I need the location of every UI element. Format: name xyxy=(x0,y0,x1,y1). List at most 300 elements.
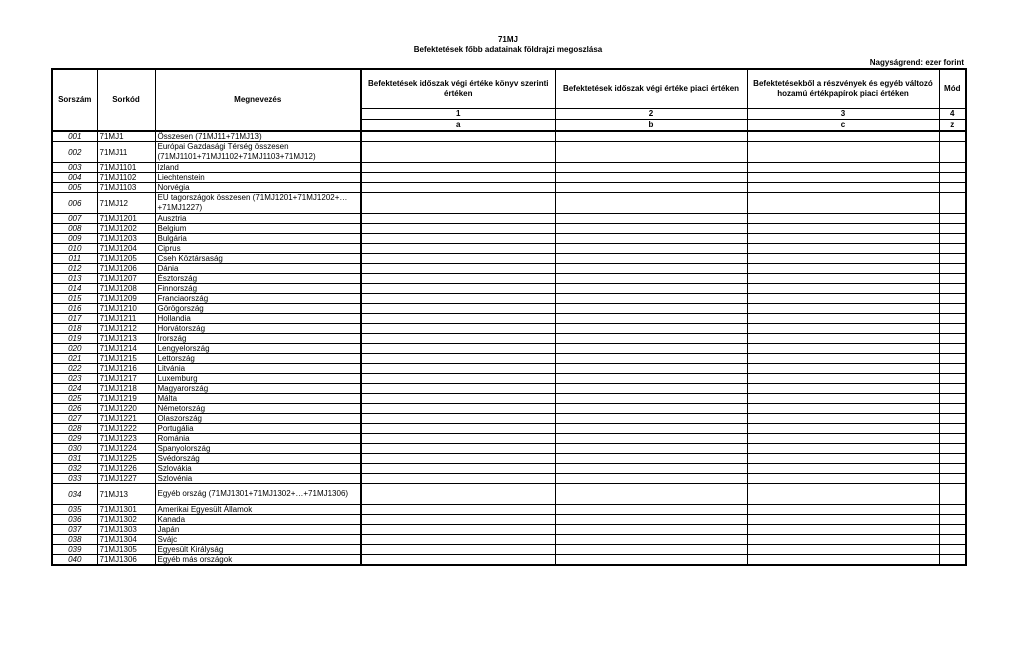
row-sorkod: 71MJ11 xyxy=(97,142,155,163)
value-cell-col2[interactable] xyxy=(555,434,747,444)
value-cell-col4[interactable] xyxy=(939,214,966,224)
row-sorkod: 71MJ1103 xyxy=(97,183,155,193)
row-sorszam: 027 xyxy=(52,414,97,424)
table-row xyxy=(52,214,966,224)
value-cell-col3[interactable] xyxy=(747,364,939,374)
value-cell-col2[interactable] xyxy=(555,224,747,234)
value-cell-col4[interactable] xyxy=(939,163,966,173)
row-sorszam: 009 xyxy=(52,234,97,244)
value-cell-col1[interactable] xyxy=(361,214,555,224)
value-cell-col2[interactable] xyxy=(555,274,747,284)
row-sorkod: 71MJ1205 xyxy=(97,254,155,264)
value-cell-col3[interactable] xyxy=(747,131,939,142)
row-sorszam: 016 xyxy=(52,304,97,314)
row-megnevezes: Lettország xyxy=(155,354,361,364)
value-cell-col4[interactable] xyxy=(939,545,966,555)
value-cell-col2[interactable] xyxy=(555,244,747,254)
row-sorkod: 71MJ1207 xyxy=(97,274,155,284)
table-row xyxy=(52,424,966,434)
value-cell-col1[interactable] xyxy=(361,374,555,384)
row-sorkod: 71MJ1301 xyxy=(97,505,155,515)
value-cell-col3[interactable] xyxy=(747,334,939,344)
value-cell-col2[interactable] xyxy=(555,284,747,294)
row-sorszam: 038 xyxy=(52,535,97,545)
value-cell-col4[interactable] xyxy=(939,294,966,304)
value-cell-col2[interactable] xyxy=(555,414,747,424)
value-cell-col1[interactable] xyxy=(361,264,555,274)
value-cell-col2[interactable] xyxy=(555,484,747,505)
row-sorszam: 039 xyxy=(52,545,97,555)
value-cell-col1[interactable] xyxy=(361,254,555,264)
value-cell-col1[interactable] xyxy=(361,474,555,484)
row-sorszam: 021 xyxy=(52,354,97,364)
value-cell-col2[interactable] xyxy=(555,173,747,183)
value-cell-col4[interactable] xyxy=(939,384,966,394)
value-cell-col1[interactable] xyxy=(361,234,555,244)
value-cell-col1[interactable] xyxy=(361,515,555,525)
row-megnevezes: Románia xyxy=(155,434,361,444)
row-sorszam: 005 xyxy=(52,183,97,193)
value-cell-col1[interactable] xyxy=(361,354,555,364)
table-row xyxy=(52,384,966,394)
header-col2: Befektetések időszak végi értéke piaci értéken xyxy=(555,69,747,109)
value-cell-col2[interactable] xyxy=(555,404,747,414)
form-code: 71MJ xyxy=(497,35,518,44)
row-megnevezes: Egyéb ország (71MJ1301+71MJ1302+…+71MJ1306) xyxy=(155,484,361,505)
value-cell-col4[interactable] xyxy=(939,193,966,214)
row-sorkod: 71MJ1226 xyxy=(97,464,155,474)
table-row xyxy=(52,254,966,264)
value-cell-col2[interactable] xyxy=(555,294,747,304)
value-cell-col1[interactable] xyxy=(361,364,555,374)
row-sorkod: 71MJ1210 xyxy=(97,304,155,314)
value-cell-col2[interactable] xyxy=(555,535,747,545)
header-col4: Mód xyxy=(939,69,966,109)
value-cell-col2[interactable] xyxy=(555,374,747,384)
row-megnevezes: Izland xyxy=(155,163,361,173)
table-row xyxy=(52,234,966,244)
value-cell-col2[interactable] xyxy=(555,555,747,566)
value-cell-col3[interactable] xyxy=(747,535,939,545)
value-cell-col3[interactable] xyxy=(747,142,939,163)
row-sorszam: 037 xyxy=(52,525,97,535)
value-cell-col4[interactable] xyxy=(939,344,966,354)
value-cell-col3[interactable] xyxy=(747,193,939,214)
value-cell-col1[interactable] xyxy=(361,334,555,344)
data-table xyxy=(51,68,967,566)
row-sorszam: 013 xyxy=(52,274,97,284)
table-row xyxy=(52,324,966,334)
value-cell-col4[interactable] xyxy=(939,464,966,474)
value-cell-col4[interactable] xyxy=(939,454,966,464)
table-row xyxy=(52,555,966,566)
value-cell-col3[interactable] xyxy=(747,254,939,264)
value-cell-col1[interactable] xyxy=(361,434,555,444)
value-cell-col3[interactable] xyxy=(747,294,939,304)
row-megnevezes: Norvégia xyxy=(155,183,361,193)
row-sorkod: 71MJ12 xyxy=(97,193,155,214)
value-cell-col1[interactable] xyxy=(361,464,555,474)
row-megnevezes: Összesen (71MJ11+71MJ13) xyxy=(155,131,361,142)
value-cell-col3[interactable] xyxy=(747,354,939,364)
value-cell-col3[interactable] xyxy=(747,264,939,274)
value-cell-col3[interactable] xyxy=(747,484,939,505)
table-row xyxy=(52,464,966,474)
header-num3: 3 xyxy=(747,109,939,120)
row-sorszam: 028 xyxy=(52,424,97,434)
row-sorkod: 71MJ1305 xyxy=(97,545,155,555)
row-sorkod: 71MJ1214 xyxy=(97,344,155,354)
value-cell-col2[interactable] xyxy=(555,304,747,314)
row-sorszam: 008 xyxy=(52,224,97,234)
row-sorkod: 71MJ1222 xyxy=(97,424,155,434)
value-cell-col3[interactable] xyxy=(747,344,939,354)
table-row xyxy=(52,354,966,364)
row-sorkod: 71MJ1204 xyxy=(97,244,155,254)
row-sorszam: 026 xyxy=(52,404,97,414)
row-sorkod: 71MJ1201 xyxy=(97,214,155,224)
value-cell-col3[interactable] xyxy=(747,545,939,555)
value-cell-col4[interactable] xyxy=(939,264,966,274)
value-cell-col2[interactable] xyxy=(555,324,747,334)
value-cell-col3[interactable] xyxy=(747,384,939,394)
header-sorkod: Sorkód xyxy=(97,69,155,131)
row-sorszam: 036 xyxy=(52,515,97,525)
value-cell-col1[interactable] xyxy=(361,424,555,434)
row-sorkod: 71MJ1216 xyxy=(97,364,155,374)
row-sorszam: 015 xyxy=(52,294,97,304)
value-cell-col1[interactable] xyxy=(361,193,555,214)
value-cell-col1[interactable] xyxy=(361,304,555,314)
row-sorszam: 023 xyxy=(52,374,97,384)
value-cell-col4[interactable] xyxy=(939,525,966,535)
row-sorkod: 71MJ1227 xyxy=(97,474,155,484)
row-sorszam: 019 xyxy=(52,334,97,344)
value-cell-col2[interactable] xyxy=(555,193,747,214)
value-cell-col1[interactable] xyxy=(361,131,555,142)
value-cell-col4[interactable] xyxy=(939,304,966,314)
value-cell-col3[interactable] xyxy=(747,214,939,224)
value-cell-col3[interactable] xyxy=(747,284,939,294)
row-sorkod: 71MJ1219 xyxy=(97,394,155,404)
value-cell-col2[interactable] xyxy=(555,264,747,274)
value-cell-col2[interactable] xyxy=(555,131,747,142)
value-cell-col2[interactable] xyxy=(555,505,747,515)
value-cell-col4[interactable] xyxy=(939,484,966,505)
row-sorszam: 030 xyxy=(52,444,97,454)
row-sorkod: 71MJ1208 xyxy=(97,284,155,294)
value-cell-col3[interactable] xyxy=(747,525,939,535)
row-sorkod: 71MJ1101 xyxy=(97,163,155,173)
value-cell-col2[interactable] xyxy=(555,444,747,454)
value-cell-col3[interactable] xyxy=(747,414,939,424)
row-megnevezes: Belgium xyxy=(155,224,361,234)
row-sorkod: 71MJ13 xyxy=(97,484,155,505)
row-sorkod: 71MJ1220 xyxy=(97,404,155,414)
table-row xyxy=(52,545,966,555)
value-cell-col4[interactable] xyxy=(939,414,966,424)
value-cell-col4[interactable] xyxy=(939,324,966,334)
row-megnevezes: Liechtenstein xyxy=(155,173,361,183)
value-cell-col4[interactable] xyxy=(939,374,966,384)
row-megnevezes: Magyarország xyxy=(155,384,361,394)
row-megnevezes: Szlovákia xyxy=(155,464,361,474)
header-num2: 2 xyxy=(555,109,747,120)
value-cell-col2[interactable] xyxy=(555,394,747,404)
value-cell-col3[interactable] xyxy=(747,234,939,244)
value-cell-col3[interactable] xyxy=(747,244,939,254)
table-row xyxy=(52,274,966,284)
table-row xyxy=(52,444,966,454)
value-cell-col3[interactable] xyxy=(747,404,939,414)
value-cell-col1[interactable] xyxy=(361,394,555,404)
value-cell-col2[interactable] xyxy=(555,183,747,193)
value-cell-col2[interactable] xyxy=(555,384,747,394)
value-cell-col4[interactable] xyxy=(939,354,966,364)
row-sorszam: 032 xyxy=(52,464,97,474)
row-sorkod: 71MJ1224 xyxy=(97,444,155,454)
value-cell-col1[interactable] xyxy=(361,183,555,193)
value-cell-col3[interactable] xyxy=(747,444,939,454)
value-cell-col1[interactable] xyxy=(361,525,555,535)
value-cell-col4[interactable] xyxy=(939,131,966,142)
value-cell-col4[interactable] xyxy=(939,364,966,374)
row-megnevezes: Portugália xyxy=(155,424,361,434)
row-sorkod: 71MJ1306 xyxy=(97,555,155,566)
value-cell-col3[interactable] xyxy=(747,394,939,404)
value-cell-col4[interactable] xyxy=(939,254,966,264)
value-cell-col2[interactable] xyxy=(555,142,747,163)
value-cell-col2[interactable] xyxy=(555,464,747,474)
value-cell-col4[interactable] xyxy=(939,434,966,444)
row-sorkod: 71MJ1304 xyxy=(97,535,155,545)
table-row xyxy=(52,344,966,354)
value-cell-col3[interactable] xyxy=(747,324,939,334)
value-cell-col4[interactable] xyxy=(939,314,966,324)
header-let3: c xyxy=(747,120,939,132)
row-megnevezes: Olaszország xyxy=(155,414,361,424)
value-cell-col4[interactable] xyxy=(939,515,966,525)
table-row xyxy=(52,394,966,404)
row-megnevezes: Európai Gazdasági Térség összesen (71MJ1101+71MJ1102+71MJ1103+71MJ12) xyxy=(155,142,361,163)
value-cell-col2[interactable] xyxy=(555,525,747,535)
row-sorszam: 031 xyxy=(52,454,97,464)
table-row xyxy=(52,334,966,344)
row-megnevezes: Kanada xyxy=(155,515,361,525)
value-cell-col3[interactable] xyxy=(747,224,939,234)
row-megnevezes: Svédország xyxy=(155,454,361,464)
row-megnevezes: Ciprus xyxy=(155,244,361,254)
row-megnevezes: Németország xyxy=(155,404,361,414)
value-cell-col1[interactable] xyxy=(361,414,555,424)
row-sorszam: 012 xyxy=(52,264,97,274)
row-sorkod: 71MJ1203 xyxy=(97,234,155,244)
row-sorszam: 022 xyxy=(52,364,97,374)
value-cell-col3[interactable] xyxy=(747,434,939,444)
value-cell-col4[interactable] xyxy=(939,404,966,414)
row-sorkod: 71MJ1206 xyxy=(97,264,155,274)
value-cell-col1[interactable] xyxy=(361,224,555,234)
form-title: Befektetések főbb adatainak földrajzi megoszlása xyxy=(413,45,603,54)
value-cell-col2[interactable] xyxy=(555,334,747,344)
value-cell-col4[interactable] xyxy=(939,244,966,254)
value-cell-col1[interactable] xyxy=(361,535,555,545)
value-cell-col4[interactable] xyxy=(939,142,966,163)
value-cell-col2[interactable] xyxy=(555,454,747,464)
value-cell-col1[interactable] xyxy=(361,294,555,304)
value-cell-col2[interactable] xyxy=(555,214,747,224)
value-cell-col1[interactable] xyxy=(361,324,555,334)
table-row xyxy=(52,404,966,414)
value-cell-col3[interactable] xyxy=(747,163,939,173)
row-sorszam: 020 xyxy=(52,344,97,354)
value-cell-col1[interactable] xyxy=(361,545,555,555)
row-sorkod: 71MJ1212 xyxy=(97,324,155,334)
value-cell-col3[interactable] xyxy=(747,314,939,324)
value-cell-col1[interactable] xyxy=(361,444,555,454)
value-cell-col1[interactable] xyxy=(361,274,555,284)
header-let2: b xyxy=(555,120,747,132)
row-sorkod: 71MJ1217 xyxy=(97,374,155,384)
row-megnevezes: Görögország xyxy=(155,304,361,314)
row-megnevezes: Finnország xyxy=(155,284,361,294)
value-cell-col2[interactable] xyxy=(555,314,747,324)
value-cell-col1[interactable] xyxy=(361,244,555,254)
row-megnevezes: Horvátország xyxy=(155,324,361,334)
unit-label: Nagyságrend: ezer forint xyxy=(869,58,964,67)
row-megnevezes: Hollandia xyxy=(155,314,361,324)
value-cell-col2[interactable] xyxy=(555,364,747,374)
table-row xyxy=(52,173,966,183)
header-let1: a xyxy=(361,120,555,132)
value-cell-col1[interactable] xyxy=(361,314,555,324)
row-sorszam: 010 xyxy=(52,244,97,254)
value-cell-col1[interactable] xyxy=(361,284,555,294)
row-sorkod: 71MJ1102 xyxy=(97,173,155,183)
table-row xyxy=(52,193,966,214)
row-megnevezes: Cseh Köztársaság xyxy=(155,254,361,264)
row-sorkod: 71MJ1302 xyxy=(97,515,155,525)
row-megnevezes: Egyéb más országok xyxy=(155,555,361,566)
header-col3: Befektetésekből a részvények és egyéb változó hozamú értékpapírok piaci értéken xyxy=(747,69,939,109)
value-cell-col4[interactable] xyxy=(939,284,966,294)
value-cell-col1[interactable] xyxy=(361,454,555,464)
value-cell-col1[interactable] xyxy=(361,163,555,173)
table-row xyxy=(52,244,966,254)
value-cell-col1[interactable] xyxy=(361,484,555,505)
table-row xyxy=(52,264,966,274)
value-cell-col2[interactable] xyxy=(555,344,747,354)
value-cell-col4[interactable] xyxy=(939,274,966,284)
value-cell-col2[interactable] xyxy=(555,354,747,364)
value-cell-col1[interactable] xyxy=(361,404,555,414)
table-row xyxy=(52,224,966,234)
value-cell-col2[interactable] xyxy=(555,515,747,525)
row-megnevezes: Amerikai Egyesült Államok xyxy=(155,505,361,515)
value-cell-col2[interactable] xyxy=(555,234,747,244)
value-cell-col4[interactable] xyxy=(939,424,966,434)
value-cell-col2[interactable] xyxy=(555,424,747,434)
row-megnevezes: Dánia xyxy=(155,264,361,274)
value-cell-col1[interactable] xyxy=(361,142,555,163)
table-row xyxy=(52,142,966,163)
value-cell-col2[interactable] xyxy=(555,254,747,264)
row-sorszam: 034 xyxy=(52,484,97,505)
row-megnevezes: Spanyolország xyxy=(155,444,361,454)
value-cell-col4[interactable] xyxy=(939,555,966,566)
table-row xyxy=(52,515,966,525)
row-sorkod: 71MJ1303 xyxy=(97,525,155,535)
row-megnevezes: Japán xyxy=(155,525,361,535)
header-megnevezes: Megnevezés xyxy=(155,69,361,131)
row-megnevezes: Litvánia xyxy=(155,364,361,374)
row-sorszam: 035 xyxy=(52,505,97,515)
value-cell-col3[interactable] xyxy=(747,555,939,566)
value-cell-col3[interactable] xyxy=(747,173,939,183)
value-cell-col4[interactable] xyxy=(939,334,966,344)
value-cell-col1[interactable] xyxy=(361,555,555,566)
value-cell-col4[interactable] xyxy=(939,173,966,183)
value-cell-col1[interactable] xyxy=(361,344,555,354)
table-row xyxy=(52,525,966,535)
row-sorkod: 71MJ1218 xyxy=(97,384,155,394)
value-cell-col3[interactable] xyxy=(747,454,939,464)
row-megnevezes: Írország xyxy=(155,334,361,344)
value-cell-col3[interactable] xyxy=(747,505,939,515)
value-cell-col3[interactable] xyxy=(747,474,939,484)
value-cell-col3[interactable] xyxy=(747,515,939,525)
table-row xyxy=(52,474,966,484)
value-cell-col3[interactable] xyxy=(747,183,939,193)
row-megnevezes: Svájc xyxy=(155,535,361,545)
value-cell-col4[interactable] xyxy=(939,444,966,454)
row-sorszam: 007 xyxy=(52,214,97,224)
value-cell-col2[interactable] xyxy=(555,163,747,173)
value-cell-col2[interactable] xyxy=(555,474,747,484)
table-body xyxy=(52,131,966,565)
row-sorkod: 71MJ1223 xyxy=(97,434,155,444)
value-cell-col3[interactable] xyxy=(747,274,939,284)
value-cell-col4[interactable] xyxy=(939,183,966,193)
value-cell-col2[interactable] xyxy=(555,545,747,555)
header-sorszam: Sorszám xyxy=(52,69,97,131)
value-cell-col3[interactable] xyxy=(747,464,939,474)
value-cell-col1[interactable] xyxy=(361,173,555,183)
row-sorszam: 004 xyxy=(52,173,97,183)
row-megnevezes: Franciaország xyxy=(155,294,361,304)
row-megnevezes: Egyesült Királyság xyxy=(155,545,361,555)
value-cell-col3[interactable] xyxy=(747,304,939,314)
header-num1: 1 xyxy=(361,109,555,120)
row-megnevezes: Észtország xyxy=(155,274,361,284)
value-cell-col3[interactable] xyxy=(747,374,939,384)
value-cell-col4[interactable] xyxy=(939,224,966,234)
value-cell-col1[interactable] xyxy=(361,384,555,394)
row-sorszam: 011 xyxy=(52,254,97,264)
table-row xyxy=(52,434,966,444)
value-cell-col4[interactable] xyxy=(939,234,966,244)
value-cell-col4[interactable] xyxy=(939,505,966,515)
table-row xyxy=(52,314,966,324)
value-cell-col3[interactable] xyxy=(747,424,939,434)
table-row xyxy=(52,484,966,505)
value-cell-col4[interactable] xyxy=(939,535,966,545)
value-cell-col1[interactable] xyxy=(361,505,555,515)
table-row xyxy=(52,535,966,545)
value-cell-col4[interactable] xyxy=(939,474,966,484)
table-row xyxy=(52,284,966,294)
value-cell-col4[interactable] xyxy=(939,394,966,404)
